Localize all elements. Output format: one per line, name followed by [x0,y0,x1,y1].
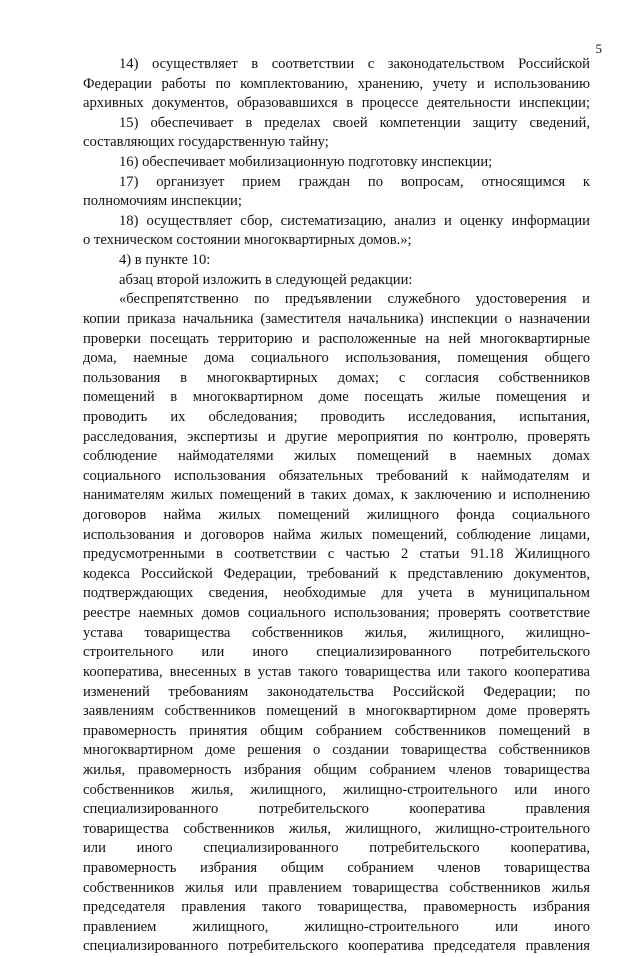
text-line: Федерации работы по комплектованию, хранению, учету и использованию [83,75,590,92]
text-line: полномочиям инспекции; [83,193,242,210]
text-line: или иного специализированного потребительского кооператива, [83,840,590,857]
text-line: жилья, правомерность избрания общим собранием членов товарищества [83,761,590,778]
text-line: договоров найма жилых помещений жилищного фонда социального [83,507,590,524]
text-line: проверки посещать территорию и расположенные на ней многоквартирные [83,330,590,347]
text-line: 14) осуществляет в соответствии с законодательством Российской [119,56,590,72]
text-line: изменений требованиям законодательства Российской Федерации; по [83,683,590,700]
text-line: 18) осуществляет сбор, систематизацию, анализ и оценку информации [119,212,590,229]
text-line: кодекса Российской Федерации, требований к представлению документов, [83,565,590,582]
text-line: архивных документов, образовавшихся в процессе деятельности инспекции; [83,95,590,112]
text-line: дома, наемные дома социального использования, помещения общего [83,350,590,367]
text-line: копии приказа начальника (заместителя начальника) инспекции о назначении [83,310,590,327]
text-line: правомерность избрания общим собранием членов товарищества [83,859,590,876]
text-line: собственников жилья или правлением товарищества собственников жилья [83,879,590,896]
text-line: абзац второй изложить в следующей редакции: [119,271,413,288]
text-line: правлением жилищного, жилищно-строительного или иного [83,918,590,935]
text-line: о техническом состоянии многоквартирных домов.»; [83,232,412,249]
text-line: соблюдение наймодателями жилых помещений в наемных домах [83,448,590,465]
text-line: социального использования обязательных требований к наймодателям и [83,467,590,484]
text-line: многоквартирном доме решения о создании товарищества собственников [83,742,590,759]
document-body [83,55,590,957]
text-line: предусмотренными в соответствии с частью 2 статьи 91.18 Жилищного [83,546,590,563]
text-line: реестре наемных домов социального использования; проверять соответствие [83,605,590,622]
text-line: правомерность принятия общим собранием собственников помещений в [83,722,590,739]
text-line: подтверждающих сведения, необходимые для учета в муниципальном [83,585,590,602]
text-line: 4) в пункте 10: [119,252,211,269]
text-line: председателя правления такого товарищества, правомерность избрания [83,899,590,916]
text-line: специализированного потребительского кооператива председателя правления [83,938,590,955]
text-line: устава товарищества собственников жилья, жилищного, жилищно- [83,624,590,641]
text-line: помещений в многоквартирном доме посещать жилые помещения и [83,389,590,406]
text-line: использования и договоров найма жилых помещений, соблюдение лицами, [83,526,590,543]
text-line: расследования, экспертизы и другие мероприятия по контролю, проверять [83,428,590,445]
text-line: товарищества собственников жилья, жилищного, жилищно-строительного [83,820,590,837]
text-line: составляющих государственную тайну; [83,134,329,151]
text-line: 17) организует прием граждан по вопросам, относящимся к [119,173,590,190]
text-line: 15) обеспечивает в пределах своей компетенции защиту сведений, [119,114,590,131]
page-number: 5 [595,41,602,56]
text-line: кооператива, внесенных в устав такого товарищества или такого кооператива [83,663,590,680]
text-line: заявлениям собственников помещений в многоквартирном доме проверять [83,703,590,720]
text-line: «беспрепятственно по предъявлении служебного удостоверения и [119,291,590,308]
text-line: собственников жилья, жилищного, жилищно-строительного или иного [83,781,590,798]
text-line: строительного или иного специализированного потребительского [83,644,590,661]
text-line: проводить их обследования; проводить исследования, испытания, [83,408,590,425]
text-line: 16) обеспечивает мобилизационную подготовку инспекции; [119,154,493,171]
text-line: пользования в многоквартирных домах; с согласия собственников [83,369,590,386]
text-line: специализированного потребительского кооператива правления [83,801,590,818]
text-line: нанимателям жилых помещений в таких домах, к заключению и исполнению [83,487,590,504]
